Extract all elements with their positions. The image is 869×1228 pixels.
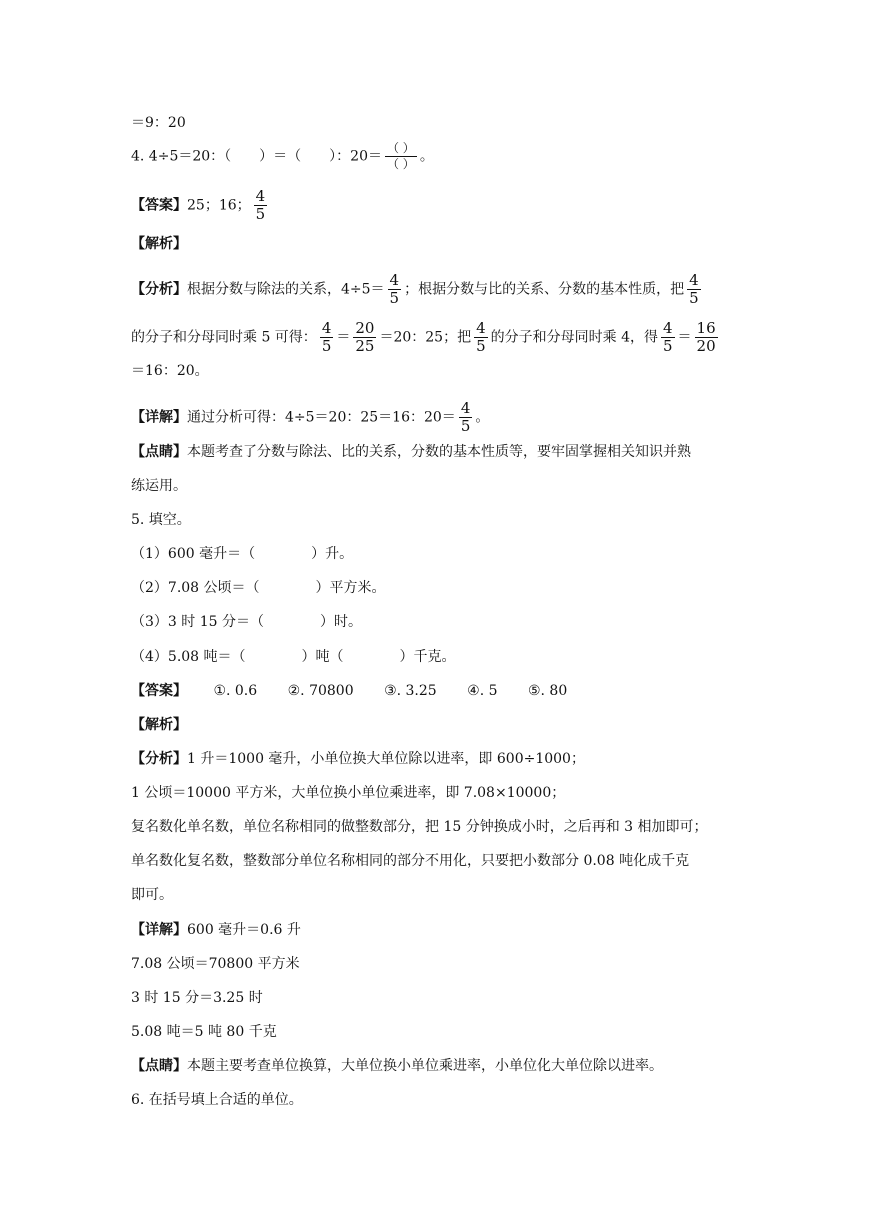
answer-text: 25；16； bbox=[187, 197, 251, 214]
question-5: 5. 填空。 bbox=[131, 512, 191, 528]
analysis-4-line-2: 的分子和分母同时乘 5 可得： $\frac{4}{5}$ ＝ $\frac{20}{25}$ ＝20：25；把 $\frac{4}{5}$ 的分子和分母同时乘 4，得 $\frac{4}{5}$ ＝ $\frac{16}{20}$ bbox=[131, 319, 716, 355]
question-5-item-1: （1）600 毫升＝（ ）升。 bbox=[131, 546, 354, 562]
answer-item: ⑤. 80 bbox=[527, 683, 568, 699]
answer-4 bbox=[131, 188, 270, 223]
analysis-5-line-3: 复名数化单名数，单位名称相同的做整数部分，把 15 分钟换成小时，之后再和 3 相加即可； bbox=[131, 819, 708, 835]
analysis-5-line-5: 即可。 bbox=[131, 887, 173, 903]
analysis-4-line-3: ＝16：20。 bbox=[131, 363, 209, 379]
detail-5-line-3: 3 时 15 分＝3.25 时 bbox=[131, 990, 263, 1006]
question-6: 6. 在括号填上合适的单位。 bbox=[131, 1092, 303, 1108]
fraction: $\frac{4}{5}$ bbox=[476, 319, 486, 355]
answer-item: ①. 0.6 bbox=[213, 683, 258, 699]
question-5-item-3: （3）3 时 15 分＝（ ）时。 bbox=[131, 614, 362, 630]
fraction: $\frac{4}{5}$ bbox=[389, 271, 400, 307]
answer-item: ②. 70800 bbox=[287, 683, 354, 699]
analysis-4-line-1: 【分析】根据分数与除法的关系，4÷5＝ $\frac{4}{5}$ ；根据分数与比的关系、分数的基本性质，把 $\frac{4}{5}$ bbox=[131, 271, 699, 307]
fraction: $\frac{4}{5}$ bbox=[321, 319, 332, 355]
fraction: $\frac{16}{20}$ bbox=[696, 319, 716, 355]
answer-item: ③. 3.25 bbox=[384, 683, 437, 699]
fraction: $\frac{4}{5}$ bbox=[663, 319, 673, 355]
analysis-5-line-1: 【分析】1 升＝1000 毫升，小单位换大单位除以进率，即 600÷1000； bbox=[131, 751, 585, 767]
remark-5: 【点睛】本题主要考查单位换算，大单位换小单位乘进率，小单位化大单位除以进率。 bbox=[131, 1058, 663, 1074]
question-5-item-4: （4）5.08 吨＝（ ）吨（ ）千克。 bbox=[131, 649, 456, 665]
analysis-heading: 【解析】 bbox=[131, 236, 187, 252]
remark-4-line-2: 练运用。 bbox=[131, 478, 187, 494]
blank-fraction: $\frac{( )}{( )}$ bbox=[386, 141, 415, 171]
answer-5: 【答案】 ①. 0.6 ②. 70800 ③. 3.25 ④. 5 ⑤. 80 bbox=[131, 683, 568, 699]
fraction: $\frac{20}{25}$ bbox=[355, 319, 375, 355]
fraction: $\frac{4}{5}$ bbox=[689, 271, 699, 307]
question-4: 4. 4÷5＝20：（ ）＝（ ）：20＝ $\frac{( )}{( )}$ 。 bbox=[131, 141, 434, 171]
answer-tag: 【答案】 bbox=[131, 197, 187, 214]
answer-item: ④. 5 bbox=[467, 683, 498, 699]
detail-5-line-2: 7.08 公顷＝70800 平方米 bbox=[131, 956, 300, 972]
detail-4: 【详解】通过分析可得：4÷5＝20：25＝16：20＝ $\frac{4}{5}$ 。 bbox=[131, 399, 490, 435]
analysis-5-line-2: 1 公顷＝10000 平方米，大单位换小单位乘进率，即 7.08×10000； bbox=[131, 785, 566, 801]
line-text: ＝9：20 bbox=[131, 115, 186, 131]
detail-5-line-1: 【详解】600 毫升＝0.6 升 bbox=[131, 922, 301, 938]
remark-4-line-1: 【点睛】本题考查了分数与除法、比的关系，分数的基本性质等，要牢固掌握相关知识并熟 bbox=[131, 444, 691, 460]
analysis-heading-5: 【解析】 bbox=[131, 717, 187, 733]
analysis-5-line-4: 单名数化复名数，整数部分单位名称相同的部分不用化，只要把小数部分 0.08 吨化成千克 bbox=[131, 853, 690, 869]
fraction: $\frac{4}{5}$ bbox=[460, 399, 471, 435]
detail-5-line-4: 5.08 吨＝5 吨 80 千克 bbox=[131, 1024, 277, 1040]
question-text: 4. 4÷5＝20：（ ）＝（ ）：20＝ bbox=[131, 148, 382, 165]
text-line bbox=[131, 113, 186, 133]
question-5-item-2: （2）7.08 公顷＝（ ）平方米。 bbox=[131, 580, 386, 596]
fraction: $\frac{4}{5}$ bbox=[255, 187, 266, 223]
